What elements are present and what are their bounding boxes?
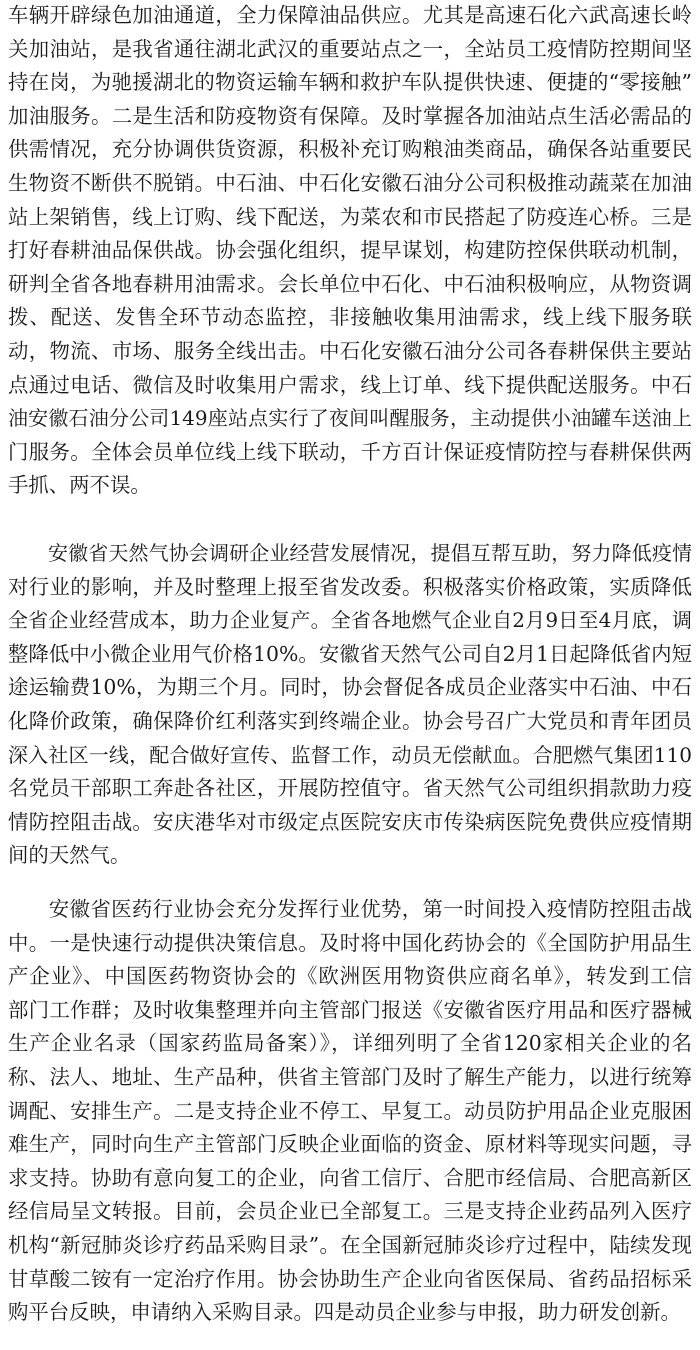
- text-line: 安徽省医药行业协会充分发挥行业优势，第一时间投入疫情防控阻击战: [48, 897, 692, 921]
- text-line: 途运输费10%，为期三个月。同时，协会督促各成员企业落实中石油、中石: [8, 675, 692, 700]
- text-line: 求支持。协助有意向复工的企业，向省工信厅、合肥市经信局、合肥高新区: [8, 1165, 692, 1190]
- text-line: 部门工作群；及时收集整理并向主管部门报送《安徽省医疗用品和医疗器械: [8, 997, 692, 1022]
- text-line: 情防控阻击战。安庆港华对市级定点医院安庆市传染病医院免费供应疫情期: [8, 809, 692, 834]
- paragraph-oil-supply: [8, 0, 692, 503]
- text-line: 间的天然气。: [8, 843, 131, 868]
- text-line: 难生产，同时向生产主管部门反映企业面临的资金、原材料等现实问题，寻: [8, 1132, 692, 1157]
- text-line: 化降价政策，确保降价红利落实到终端企业。协会号召广大党员和青年团员: [8, 708, 692, 733]
- text-line: 名党员干部职工奔赴各社区，开展防控值守。省天然气公司组织捐款助力疫: [8, 776, 692, 801]
- text-line: 机构“新冠肺炎诊疗药品采购目录”。在全国新冠肺炎诊疗过程中，陆续发现: [8, 1232, 692, 1257]
- text-line: 经信局呈文转报。目前，会员企业已全部复工。三是支持企业药品列入医疗: [8, 1199, 692, 1224]
- text-line: 购平台反映，申请纳入采购目录。四是动员企业参与申报，助力研发创新。: [8, 1300, 681, 1325]
- text-line: 整降低中小微企业用气价格10%。安徽省天然气公司自2月1日起降低省内短: [8, 641, 692, 666]
- text-line: 生物资不断供不脱销。中石油、中石化安徽石油分公司积极推动蔬菜在加油: [8, 170, 692, 195]
- text-line: 加油服务。二是生活和防疫物资有保障。及时掌握各加油站点生活必需品的: [8, 103, 692, 128]
- text-line: 产企业》、中国医药物资协会的《欧洲医用物资供应商名单》，转发到工信: [8, 964, 692, 989]
- paragraph-natural-gas-association: [8, 537, 692, 873]
- text-line: 供需情况，充分协调供货资源，积极补充订购粮油类商品，确保各站重要民: [8, 137, 692, 162]
- text-line: 站上架销售，线上订购、线下配送，为菜农和市民搭起了防疫连心桥。三是: [8, 204, 692, 229]
- text-line: 甘草酸二铵有一定治疗作用。协会协助生产企业向省医保局、省药品招标采: [8, 1266, 692, 1291]
- text-line: 点通过电话、微信及时收集用户需求，线上订单、线下提供配送服务。中石: [8, 372, 692, 397]
- text-line: 关加油站，是我省通往湖北武汉的重要站点之一，全站员工疫情防控期间坚: [8, 36, 692, 61]
- text-line: 调配、安排生产。二是支持企业不停工、早复工。动员防护用品企业克服困: [8, 1098, 692, 1123]
- text-line: 手抓、两不误。: [8, 473, 151, 498]
- text-line: 称、法人、地址、生产品种，供省主管部门及时了解生产能力，以进行统筹: [8, 1064, 692, 1089]
- text-line: 打好春耕油品保供战。协会强化组织，提早谋划，构建防控保供联动机制，: [8, 238, 692, 263]
- text-line: 中。一是快速行动提供决策信息。及时将中国化药协会的《全国防护用品生: [8, 930, 692, 955]
- text-line: 生产企业名录（国家药监局备案）》，详细列明了全省120家相关企业的名: [8, 1031, 692, 1056]
- text-line: 油安徽石油分公司149座站点实行了夜间叫醒服务，主动提供小油罐车送油上: [8, 406, 692, 431]
- text-line: 对行业的影响，并及时整理上报至省发改委。积极落实价格政策，实质降低: [8, 574, 692, 599]
- text-line: 深入社区一线，配合做好宣传、监督工作，动员无偿献血。合肥燃气集团110: [8, 742, 692, 767]
- text-line: 持在岗，为驰援湖北的物资运输车辆和救护车队提供快速、便捷的“零接触”: [8, 70, 692, 95]
- text-line: 全省企业经营成本，助力企业复产。全省各地燃气企业自2月9日至4月底，调: [8, 608, 692, 633]
- text-line: 门服务。全体会员单位线上线下联动，千方百计保证疫情防控与春耕保供两: [8, 439, 692, 464]
- text-line: 动，物流、市场、服务全线出击。中石化安徽石油分公司各春耕保供主要站: [8, 338, 692, 363]
- text-line: 拨、配送、发售全环节动态监控，非接触收集用油需求，线上线下服务联: [8, 305, 692, 330]
- paragraph-pharma-association: [8, 893, 692, 1330]
- text-line: 车辆开辟绿色加油通道，全力保障油品供应。尤其是高速石化六武高速长岭: [8, 3, 692, 27]
- text-line: 研判全省各地春耕用油需求。会长单位中石化、中石油积极响应，从物资调: [8, 271, 692, 296]
- text-line: 安徽省天然气协会调研企业经营发展情况，提倡互帮互助，努力降低疫情: [48, 541, 692, 565]
